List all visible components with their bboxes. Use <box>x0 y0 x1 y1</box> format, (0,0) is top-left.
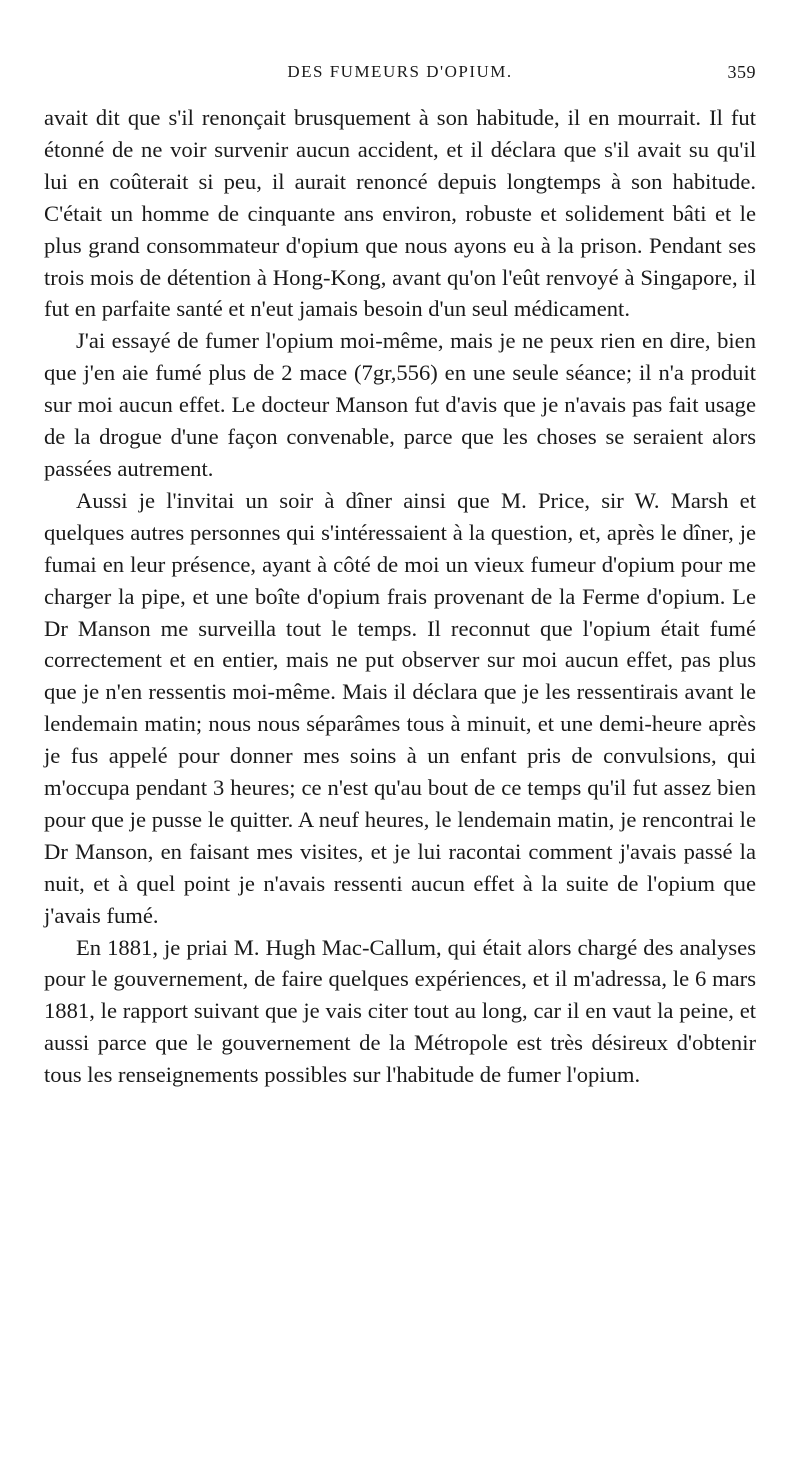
paragraph-3: Aussi je l'invitai un soir à dîner ainsi que M. Price, sir W. Marsh et quelques autres personnes qui s'intéressaient à la question, et, après le dîner, je fumai en leur présence, ayant à côté de moi un vieux fumeur d'opium pour me charger la pipe, et une boîte d'opium frais provenant de la Ferme d'opium. Le Dr Manson me surveilla tout le temps. Il reconnut que l'opium était fumé correctement et en entier, mais ne put observer sur moi aucun effet, pas plus que je n'en ressentis moi-même. Mais il déclara que je les ressentirais avant le lendemain matin; nous nous séparâmes tous à minuit, et une demi-heure après je fus appelé pour donner mes soins à un enfant pris de convulsions, qui m'occupa pendant 3 heures; ce n'est qu'au bout de ce temps qu'il fut assez bien pour que je pusse le quitter. A neuf heures, le lendemain matin, je rencontrai le Dr Manson, en faisant mes visites, et je lui racontai comment j'avais passé la nuit, et à quel point je n'avais ressenti aucun effet à la suite de l'opium que j'avais fumé. <box>44 487 756 928</box>
paragraph-2: J'ai essayé de fumer l'opium moi-même, mais je ne peux rien en dire, bien que j'en aie fumé plus de 2 mace (7gr,556) en une seule séance; il n'a produit sur moi aucun effet. Le docteur Manson fut d'avis que je n'avais pas fait usage de la drogue d'une façon convenable, parce que les choses se seraient alors passées autrement. <box>44 328 756 481</box>
book-page <box>44 62 756 1091</box>
paragraph-1: avait dit que s'il renonçait brusquement à son habitude, il en mourrait. Il fut étonné de ne voir survenir aucun accident, et il déclara que s'il avait su qu'il lui en coûterait si peu, il aurait renoncé depuis longtemps à son habitude. C'était un homme de cinquante ans environ, robuste et solidement bâti et le plus grand consommateur d'opium que nous ayons eu à la prison. Pendant ses trois mois de détention à Hong-Kong, avant qu'on l'eût renvoyé à Singapore, il fut en parfaite santé et n'eut jamais besoin d'un seul médicament. <box>44 105 756 322</box>
running-title: DES FUMEURS D'OPIUM. <box>287 62 513 81</box>
body-text <box>44 102 756 1091</box>
page-number: 359 <box>727 62 756 82</box>
running-head <box>44 62 756 92</box>
paragraph-4: En 1881, je priai M. Hugh Mac-Callum, qui était alors chargé des analyses pour le gouvernement, de faire quelques expériences, et il m'adressa, le 6 mars 1881, le rapport suivant que je vais citer tout au long, car il en vaut la peine, et aussi parce que le gouvernement de la Métropole est très désireux d'obtenir tous les renseignements possibles sur l'habitude de fumer l'opium. <box>44 934 756 1088</box>
